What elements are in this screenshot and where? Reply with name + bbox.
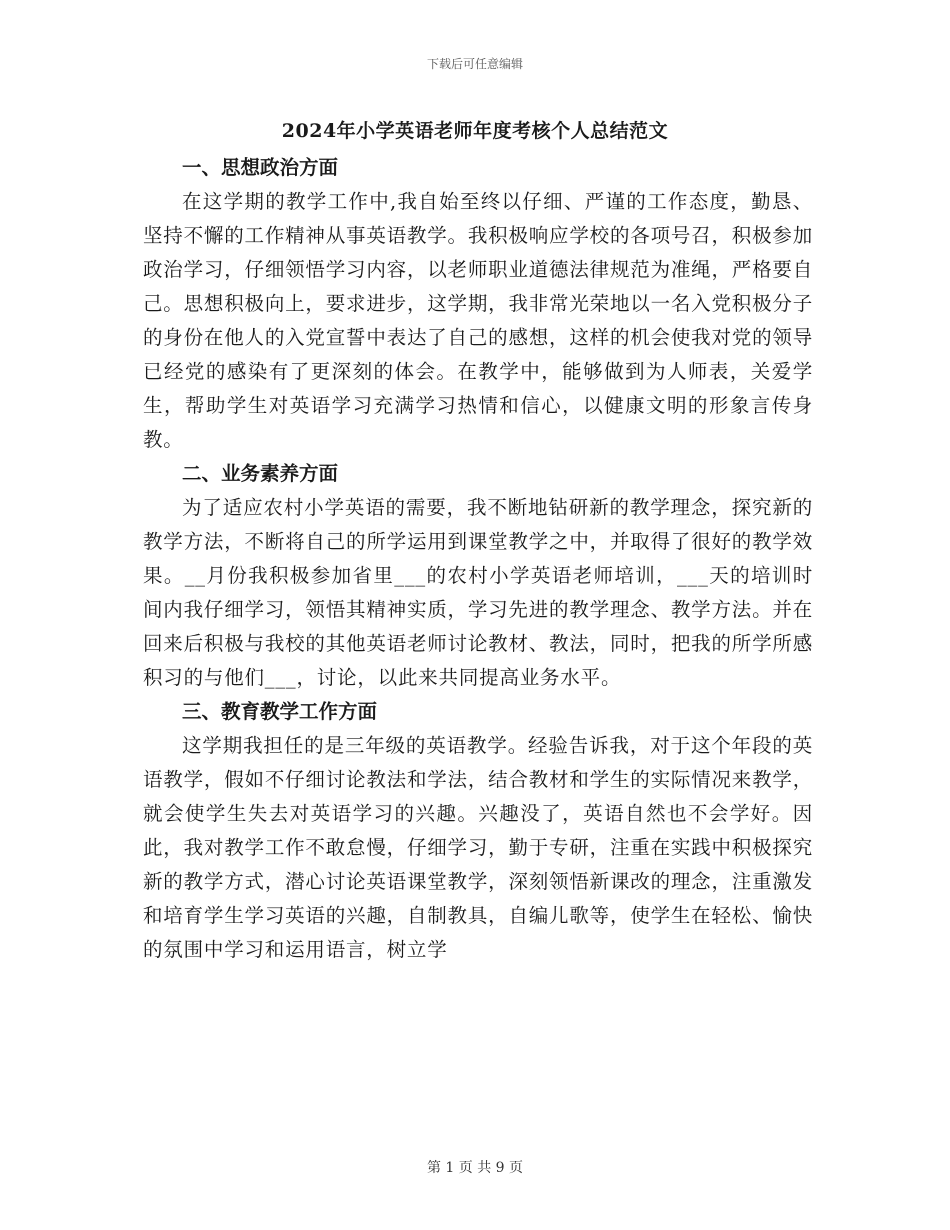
document-title: 2024年小学英语老师年度考核个人总结范文 xyxy=(281,120,669,142)
page-number: 第 1 页 共 9 页 xyxy=(426,1160,524,1176)
section-heading-teaching: 三、教育教学工作方面 xyxy=(182,700,378,723)
document-body xyxy=(143,151,813,967)
page-header-note: 下载后可任意编辑 xyxy=(426,57,523,71)
section-heading-professional: 二、业务素养方面 xyxy=(182,462,339,485)
paragraph-teaching: 这学期我担任的是三年级的英语教学。经验告诉我，对于这个年段的英语教学，假如不仔细讨论教法和学法，结合教材和学生的实际情况来教学，就会使学生失去对英语学习的兴趣。兴趣没了，英语自然也不会学好。因此，我对教学工作不敢怠慢，仔细学习，勤于专研，注重在实践中积极探究新的教学方式，潜心讨论英语课堂教学，深刻领悟新课改的理念，注重激发和培育学生学习英语的兴趣，自制教具，自编儿歌等，使学生在轻松、愉快的氛围中学习和运用语言，树立学 xyxy=(143,734,813,961)
paragraph-politics: 在这学期的教学工作中,我自始至终以仔细、严谨的工作态度，勤恳、坚持不懈的工作精神从事英语教学。我积极响应学校的各项号召，积极参加政治学习，仔细领悟学习内容，以老师职业道德法律规范为准绳，严格要自己。思想积极向上，要求进步，这学期，我非常光荣地以一名入党积极分子的身份在他人的入党宣誓中表达了自己的感想，这样的机会使我对党的领导已经党的感染有了更深刻的体会。在教学中，能够做到为人师表，关爱学生，帮助学生对英语学习充满学习热情和信心，以健康文明的形象言传身教。 xyxy=(143,190,813,451)
paragraph-professional: 为了适应农村小学英语的需要，我不断地钻研新的教学理念，探究新的教学方法，不断将自己的所学运用到课堂教学之中，并取得了很好的教学效果。__月份我积极参加省里___的农村小学英语老师培训，___天的培训时间内我仔细学习，领悟其精神实质，学习先进的教学理念、教学方法。并在回来后积极与我校的其他英语老师讨论教材、教法，同时，把我的所学所感积习的与他们___，讨论，以此来共同提高业务水平。 xyxy=(143,496,813,689)
section-heading-politics: 一、思想政治方面 xyxy=(182,156,339,179)
